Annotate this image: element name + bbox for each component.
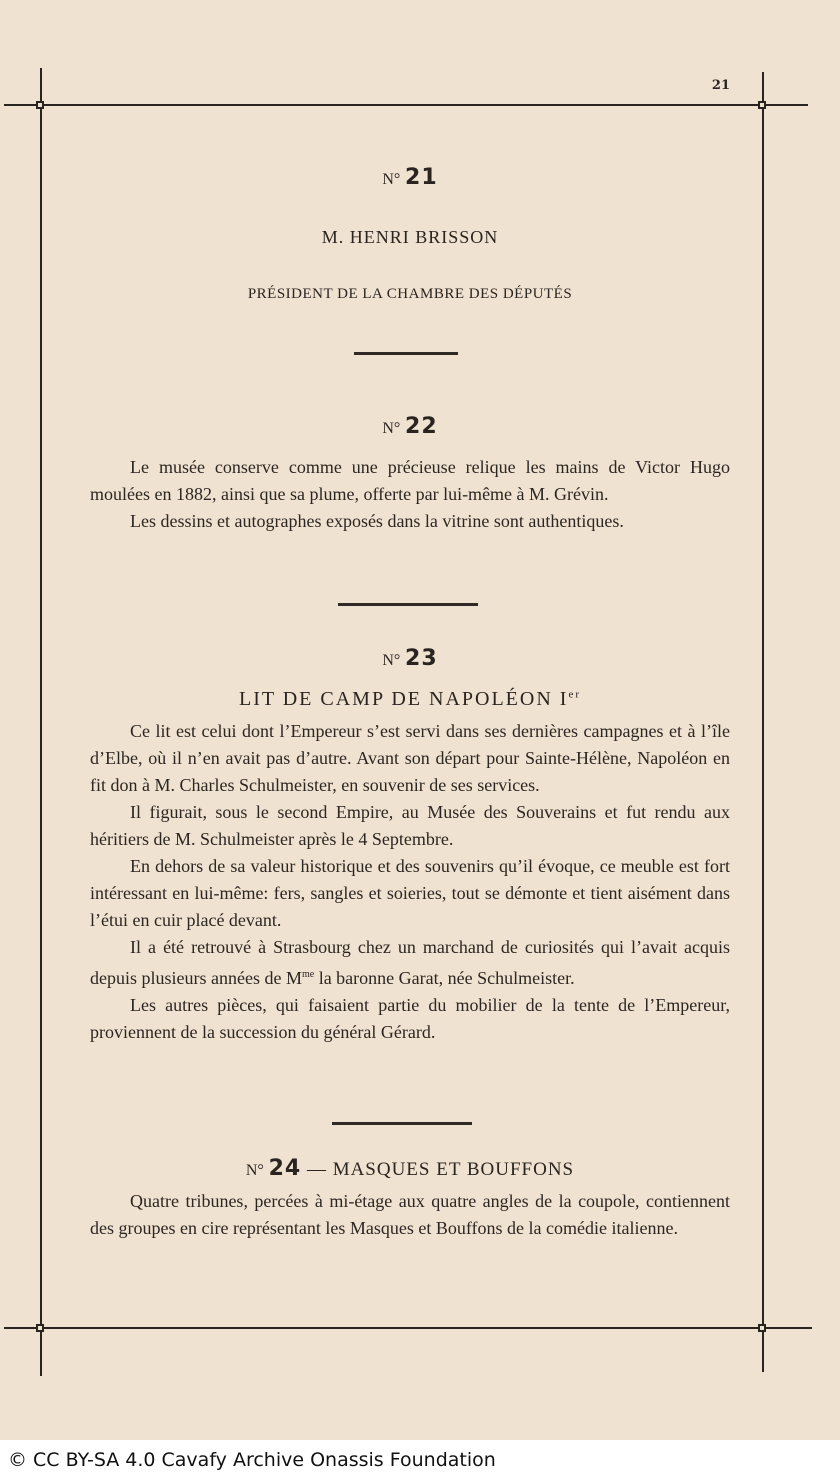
number-value: 22: [405, 414, 438, 439]
paragraph: Ce lit est celui dont l’Empereur s’est servi dans ses dernières campagnes et à l’île d’Elbe, où il n’en avait pas d’autre. Avant son départ pour Sainte-Hélène, Napoléon en fit don à M. Charles Schulmeister, en souvenir de ses services.: [90, 721, 730, 795]
number-value: 24: [268, 1156, 302, 1181]
frame-right-rule: [762, 72, 764, 1372]
entry-23-text: [90, 718, 730, 1046]
section-divider: [332, 1122, 472, 1125]
copyright-footer: © CC BY-SA 4.0 Cavafy Archive Onassis Foundation: [0, 1440, 840, 1480]
paragraph: En dehors de sa valeur historique et des souvenirs qu’il évoque, ce meuble est fort intéressant en lui-même: fers, sangles et soieries, tout se démonte et tient aisément dans l’étui en cuir placé devant.: [90, 856, 730, 930]
number-prefix: N°: [382, 171, 401, 188]
title-superscript: er: [568, 688, 581, 701]
section-divider: [338, 603, 478, 606]
frame-corner-ornament: [36, 101, 44, 109]
entry-24-number: [90, 1156, 730, 1181]
entry-21-subtitle: PRÉSIDENT DE LA CHAMBRE DES DÉPUTÉS: [247, 286, 573, 302]
number-value: 21: [405, 165, 438, 190]
entry-24-title: — MASQUES ET BOUFFONS: [301, 1159, 575, 1180]
entry-22-number: [90, 414, 730, 439]
number-prefix: N°: [245, 1162, 264, 1179]
number-prefix: N°: [382, 652, 401, 669]
paragraph: Quatre tribunes, percées à mi-étage aux quatre angles de la coupole, contiennent des groupes en cire représentant les Masques et Bouffons de la comédie italienne.: [90, 1191, 730, 1238]
frame-corner-ornament: [758, 101, 766, 109]
entry-23-number: [90, 646, 730, 671]
number-prefix: N°: [382, 420, 401, 437]
title-text: LIT DE CAMP DE NAPOLÉON I: [239, 688, 569, 710]
entry-22-text: [90, 454, 730, 535]
paragraph-text: Il a été retrouvé à Strasbourg chez un marchand de curiosités qui l’avait acquis depuis plusieurs années de M: [90, 937, 730, 988]
page-number: 21: [711, 78, 730, 93]
frame-corner-ornament: [758, 1324, 766, 1332]
paragraph: Il figurait, sous le second Empire, au Musée des Souverains et fut rendu aux héritiers de M. Schulmeister après le 4 Septembre.: [90, 802, 730, 849]
paragraph: Les autres pièces, qui faisaient partie du mobilier de la tente de l’Empereur, proviennent de la succession du général Gérard.: [90, 995, 730, 1042]
entry-21-number: [90, 165, 730, 190]
frame-left-rule: [40, 68, 42, 1376]
superscript: me: [301, 969, 315, 980]
paragraph: Le musée conserve comme une précieuse relique les mains de Victor Hugo moulées en 1882, ainsi que sa plume, offerte par lui-même à M. Grévin.: [90, 457, 730, 504]
paragraph: [90, 934, 730, 992]
entry-23-title: [90, 688, 730, 711]
entry-24-text: [90, 1188, 730, 1242]
entry-21-title: M. HENRI BRISSON: [321, 227, 499, 247]
frame-corner-ornament: [36, 1324, 44, 1332]
frame-bottom-rule: [4, 1327, 812, 1329]
section-divider: [354, 352, 458, 355]
number-value: 23: [405, 646, 438, 671]
frame-top-rule: [4, 104, 808, 106]
paragraph: Les dessins et autographes exposés dans la vitrine sont authentiques.: [130, 511, 624, 531]
paragraph-tail: la baronne Garat, née Schulmeister.: [314, 968, 575, 988]
